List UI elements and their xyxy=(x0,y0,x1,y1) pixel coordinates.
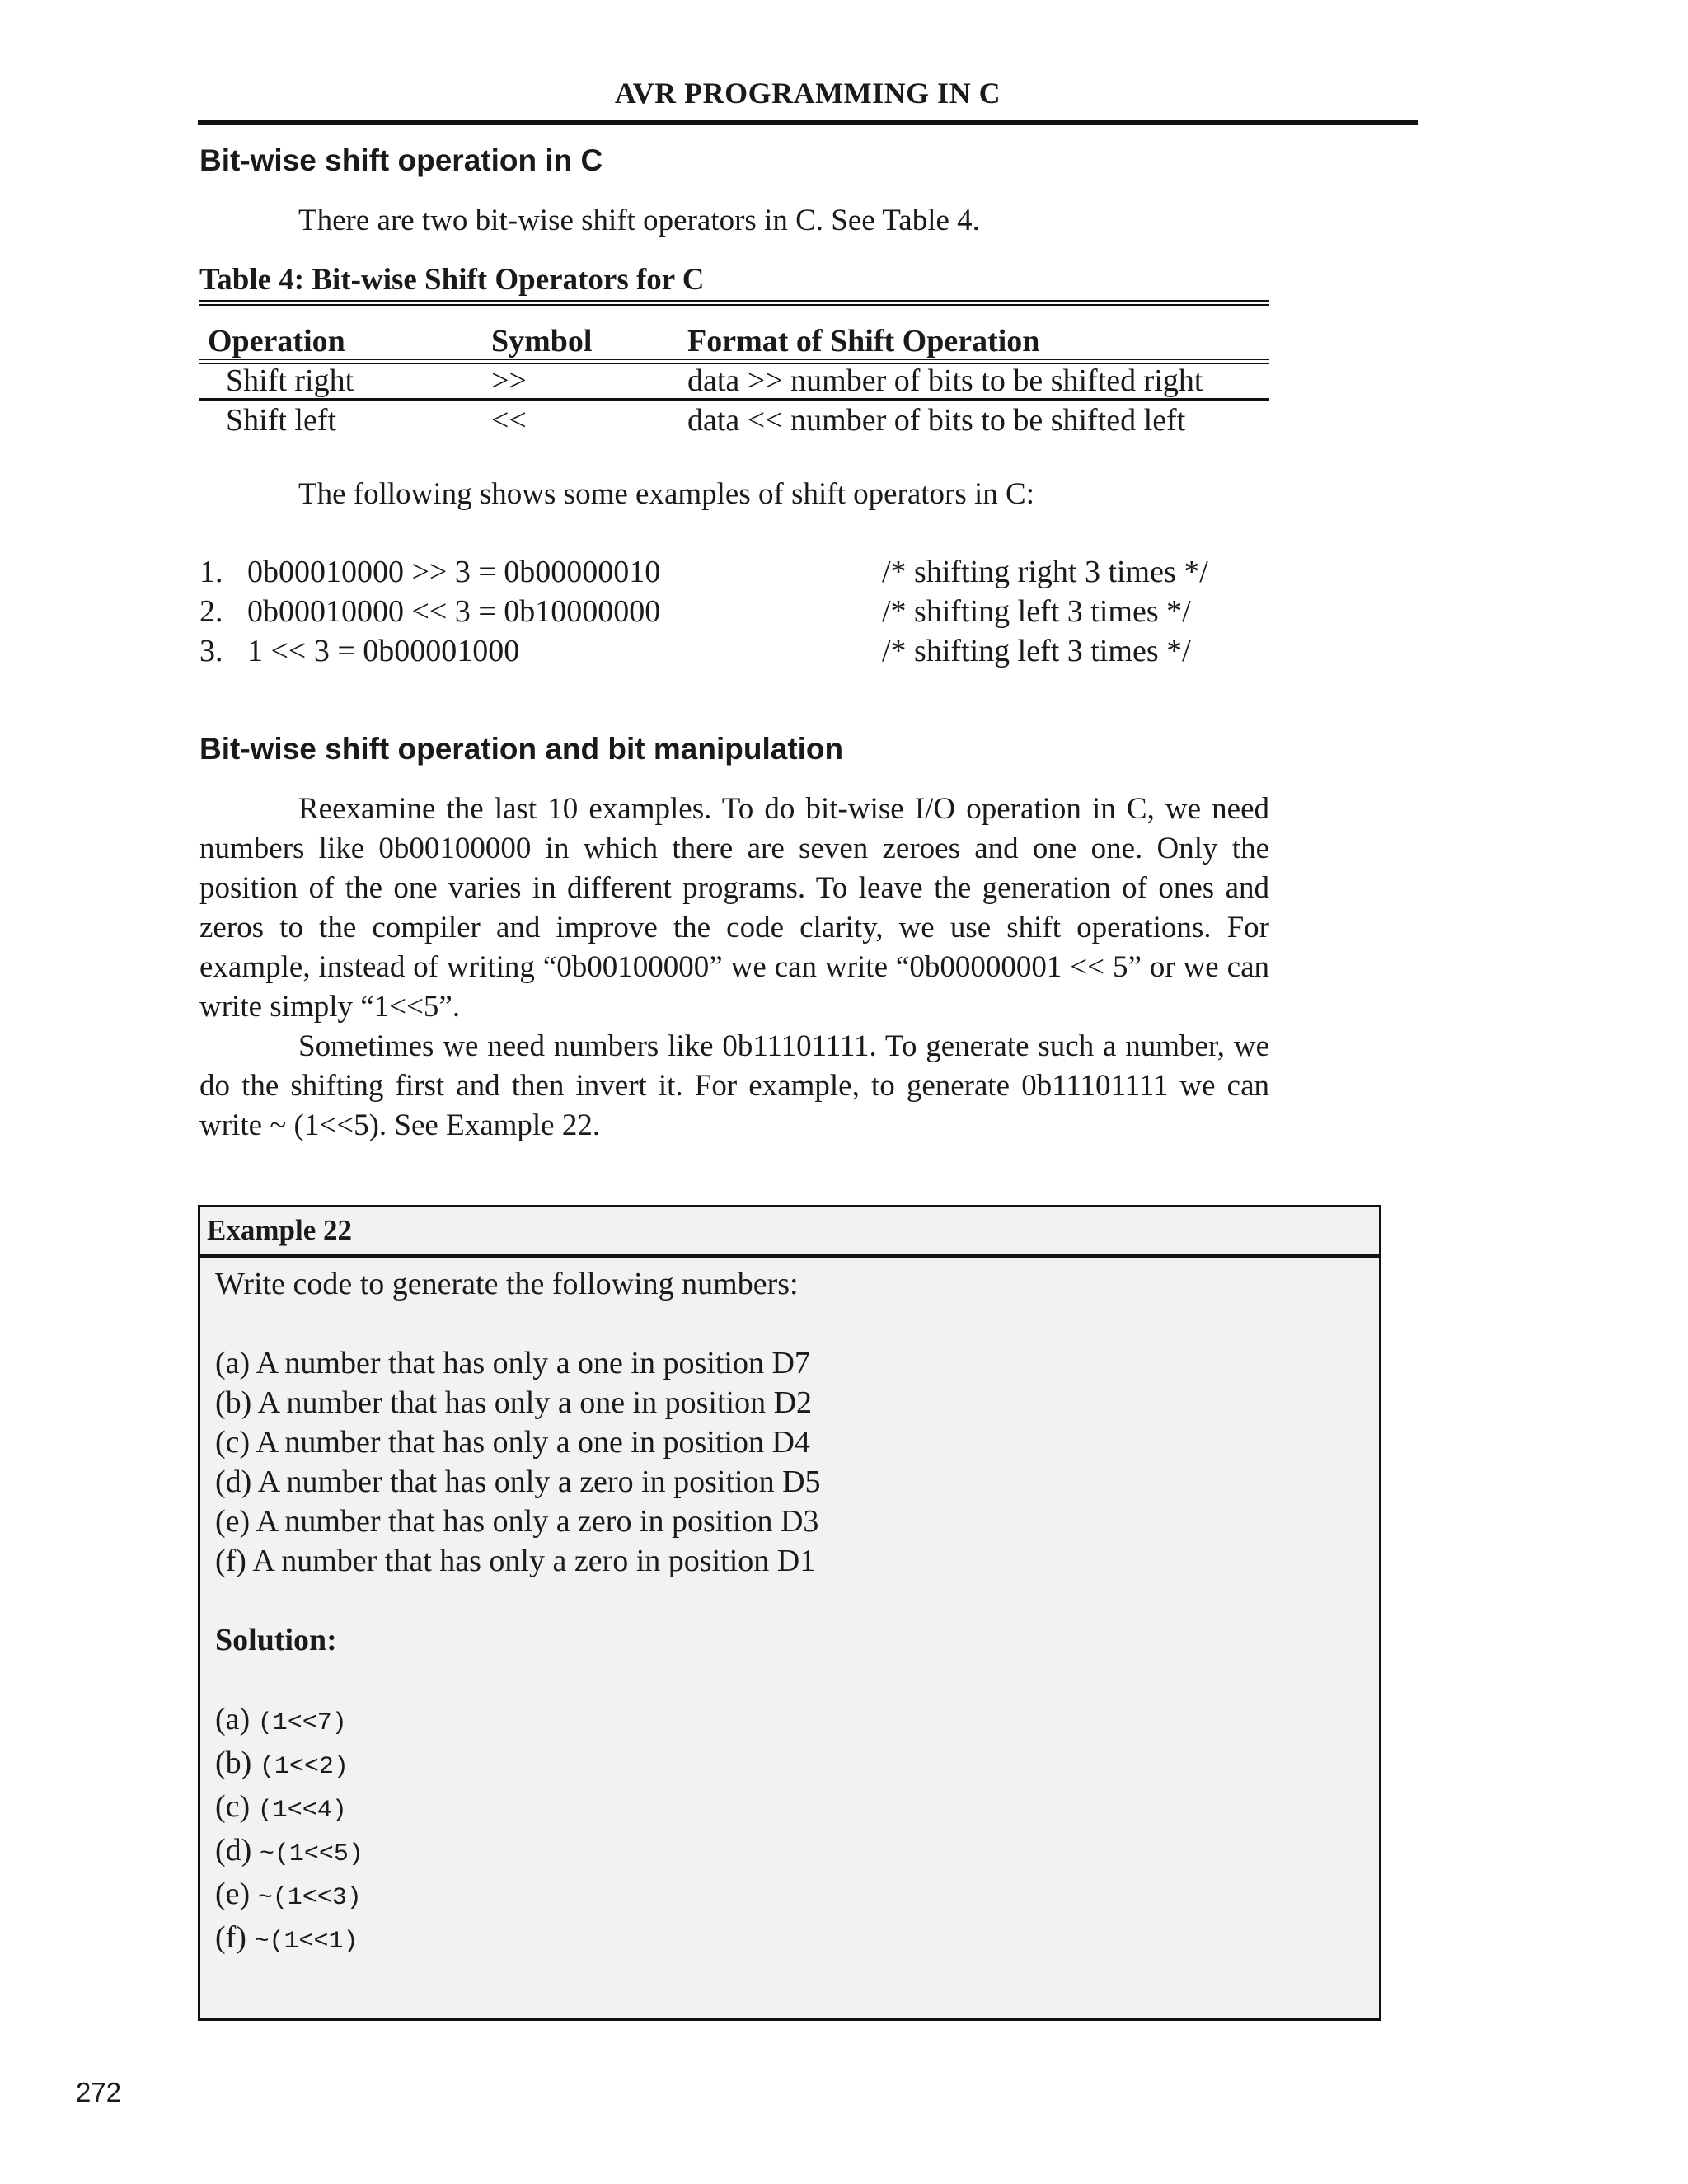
example-comment: /* shifting left 3 times */ xyxy=(882,594,1191,629)
section-heading-shift: Bit-wise shift operation in C xyxy=(199,143,603,177)
answer-row xyxy=(215,1787,1364,1830)
example-prompt: Write code to generate the following numbers: xyxy=(215,1267,799,1301)
answer-code: (1<<4) xyxy=(257,1797,347,1825)
solution-label: Solution: xyxy=(215,1623,337,1657)
intro-paragraph: There are two bit-wise shift operators in C. See Table 4. xyxy=(298,204,980,237)
answer-label: (c) xyxy=(215,1789,251,1824)
example-item: (b) A number that has only a one in position D2 xyxy=(215,1385,813,1420)
answer-row xyxy=(215,1874,1364,1918)
answer-label: (a) xyxy=(215,1702,251,1736)
table-cell-op-2: Shift left xyxy=(226,403,337,438)
table-top-rule xyxy=(199,300,1269,306)
table-cell-op-1: Shift right xyxy=(226,363,354,398)
answer-label: (d) xyxy=(215,1833,252,1868)
table-header-operation: Operation xyxy=(208,324,345,359)
answer-code: (1<<2) xyxy=(259,1753,349,1781)
example-expression: 0b00010000 << 3 = 0b10000000 xyxy=(247,594,661,629)
header-rule xyxy=(198,120,1418,125)
section-heading-bit-manipulation: Bit-wise shift operation and bit manipulation xyxy=(199,732,844,766)
answer-code: ~(1<<3) xyxy=(257,1884,362,1912)
answer-label: (e) xyxy=(215,1877,251,1911)
example-content xyxy=(200,1258,1379,1968)
example-comment: /* shifting left 3 times */ xyxy=(882,634,1191,668)
example-item: (a) A number that has only a one in position D7 xyxy=(215,1346,810,1380)
table-cell-symbol-1: >> xyxy=(491,363,527,398)
answer-row xyxy=(215,1743,1364,1787)
example-expression: 0b00010000 >> 3 = 0b00000010 xyxy=(247,555,661,589)
body-paragraph-1: Reexamine the last 10 examples. To do bit-wise I/O operation in C, we need numbers like 0b00100000 in which there are seven zeroes and one one. Only the position of the one varies in different programs. To leave the generation of ones and zeros to the compiler and improve the code clarity, we use shift operations. For example, instead of writing “0b00100000” we can write “0b00000001 << 5” or we can write simply “1<<5”. xyxy=(199,792,1269,1024)
answer-row xyxy=(215,1918,1364,1961)
example-item: (d) A number that has only a zero in position D5 xyxy=(215,1465,821,1499)
table-cell-symbol-2: << xyxy=(491,403,527,438)
answer-code: ~(1<<1) xyxy=(254,1928,359,1956)
table-header-format: Format of Shift Operation xyxy=(687,324,1040,359)
example-expression: 1 << 3 = 0b00001000 xyxy=(247,634,520,668)
answer-row xyxy=(215,1699,1364,1743)
answer-code: (1<<7) xyxy=(257,1709,347,1737)
example-number: 3. xyxy=(199,634,223,668)
answer-code: ~(1<<5) xyxy=(259,1840,363,1868)
table-header-symbol: Symbol xyxy=(491,324,593,359)
example-number: 1. xyxy=(199,555,223,589)
table-cell-format-2: data << number of bits to be shifted left xyxy=(687,403,1186,438)
example-number: 2. xyxy=(199,594,223,629)
example-title: Example 22 xyxy=(200,1207,1379,1258)
table-caption: Table 4: Bit-wise Shift Operators for C xyxy=(199,263,705,297)
example-item: (f) A number that has only a zero in position D1 xyxy=(215,1544,816,1578)
answer-label: (f) xyxy=(215,1920,246,1955)
running-header: AVR PROGRAMMING IN C xyxy=(614,77,1001,110)
example-item: (c) A number that has only a one in position D4 xyxy=(215,1425,810,1460)
example-22-box xyxy=(198,1205,1381,2021)
example-comment: /* shifting right 3 times */ xyxy=(882,555,1208,589)
body-paragraph-2: Sometimes we need numbers like 0b11101111. To generate such a number, we do the shifting first and then invert it. For example, to generate 0b11101111 we can write ~ (1<<5). See Example 22. xyxy=(199,1029,1269,1142)
examples-intro: The following shows some examples of shift operators in C: xyxy=(298,477,1035,511)
answer-row xyxy=(215,1830,1364,1874)
table-cell-format-1: data >> number of bits to be shifted right xyxy=(687,363,1203,398)
example-item: (e) A number that has only a zero in position D3 xyxy=(215,1504,819,1539)
answer-label: (b) xyxy=(215,1746,252,1780)
page-number: 272 xyxy=(76,2077,122,2107)
